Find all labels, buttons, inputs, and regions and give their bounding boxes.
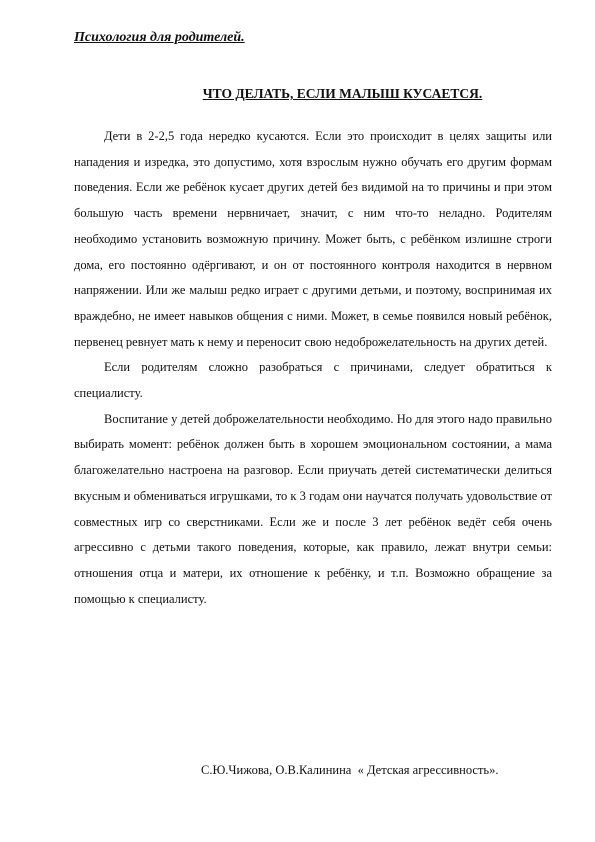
paragraph-1: Дети в 2-2,5 года нередко кусаются. Если это происходит в целях защиты или нападения и изредка, это допустимо, хотя взрослым нужно обучать его другим формам поведения. Если же ребёнок кусает других детей без видимой на то причины и при этом большую часть времени нервничает, значит, с ним что-то неладно. Родителям необходимо установить возможную причину. Может быть, с ребёнком излишне строги дома, его постоянно одёргивают, и он от постоянного контроля находится в нервном напряжении. Или же малыш редко играет с другими детьми, и поэтому, воспринимая их враждебно, не имеет навыков общения с ними. Может, в семье появился новый ребёнок, первенец ревнует мать к нему и переносит свою недоброжелательность на других детей. (74, 129, 552, 349)
paragraph-2: Если родителям сложно разобраться с причинами, следует обратиться к специалисту. (74, 360, 552, 401)
source-credit: С.Ю.Чижова, О.В.Калинина « Детская агрессивность». (201, 763, 499, 777)
article-title: ЧТО ДЕЛАТЬ, ЕСЛИ МАЛЫШ КУСАЕТСЯ. (202, 86, 483, 101)
paragraph-3: Воспитание у детей доброжелательности необходимо. Но для этого надо правильно выбирать момент: ребёнок должен быть в хорошем эмоциональном состоянии, а мама благожелательно настроена на разговор. Если приучать детей систематически делиться вкусным и обмениваться игрушками, то к 3 годам они научатся получать удовольствие от совместных игр со сверстниками. Если же и после 3 лет ребёнок ведёт себя очень агрессивно с детьми такого поведения, которые, как правило, лежат внутри семьи: отношения отца и матери, их отношение к ребёнку, и т.п. Возможно обращение за помощью к специалисту. (74, 411, 552, 606)
section-header: Психология для родителей. (74, 30, 245, 45)
article-body (74, 124, 552, 612)
